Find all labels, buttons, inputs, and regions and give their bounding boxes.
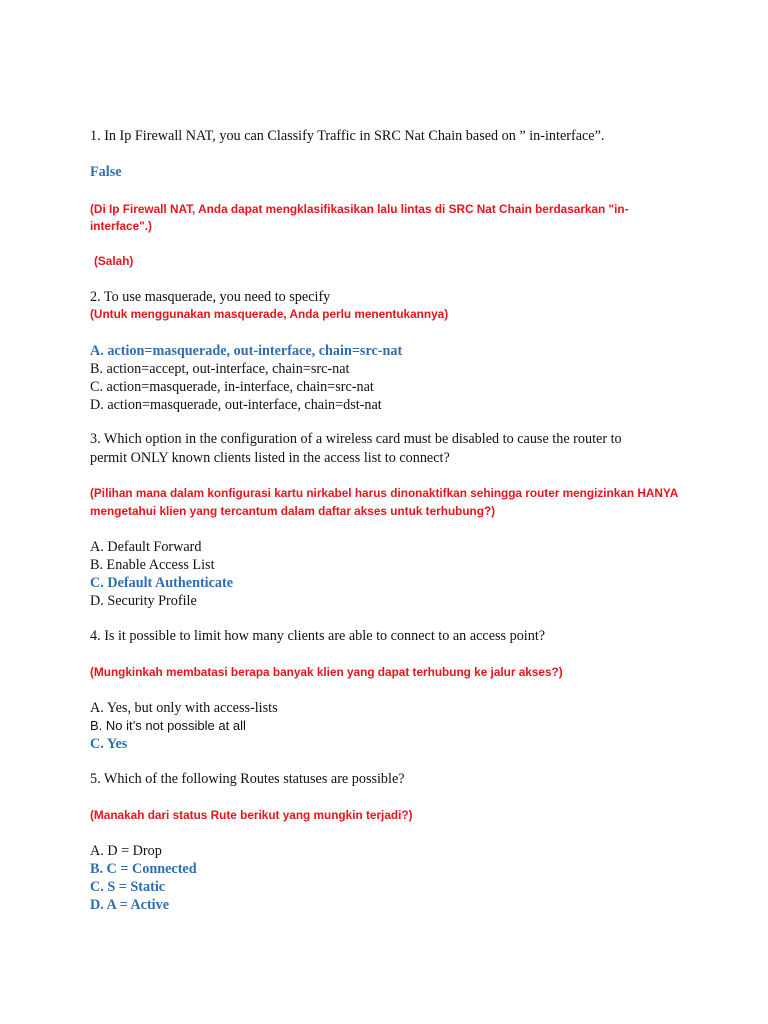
- question-2-option-b: B. action=accept, out-interface, chain=src-nat: [90, 361, 350, 377]
- question-3-option-a: A. Default Forward: [90, 539, 202, 555]
- question-4-text: 4. Is it possible to limit how many clients are able to connect to an access point?: [90, 628, 546, 644]
- question-5-option-a: A. D = Drop: [90, 843, 162, 859]
- question-1-answer: False: [90, 164, 122, 180]
- question-3-translation-line-1: (Pilihan mana dalam konfigurasi kartu nirkabel harus dinonaktifkan sehingga router mengizinkan HANYA: [90, 486, 679, 500]
- question-4-translation: (Mungkinkah membatasi berapa banyak klien yang dapat terhubung ke jalur akses?): [90, 665, 563, 679]
- question-2-option-d: D. action=masquerade, out-interface, chain=dst-nat: [90, 397, 382, 413]
- question-2-option-a: A. action=masquerade, out-interface, chain=src-nat: [90, 343, 403, 359]
- question-5-option-b: B. C = Connected: [90, 861, 197, 877]
- question-5-option-d: D. A = Active: [90, 897, 170, 913]
- question-2-option-c: C. action=masquerade, in-interface, chain=src-nat: [90, 379, 374, 395]
- question-2-text: 2. To use masquerade, you need to specify: [90, 289, 331, 305]
- question-3-text-line-2: permit ONLY known clients listed in the access list to connect?: [90, 450, 450, 466]
- question-5-translation: (Manakah dari status Rute berikut yang mungkin terjadi?): [90, 808, 413, 822]
- question-5-option-c: C. S = Static: [90, 879, 166, 895]
- question-1-translation-line-1: (Di Ip Firewall NAT, Anda dapat mengklasifikasikan lalu lintas di SRC Nat Chain berdasarkan "in-: [90, 202, 629, 216]
- question-4-option-b: B. No it’s not possible at all: [90, 718, 246, 733]
- question-1-translation-line-2: interface".): [90, 219, 152, 233]
- question-1-text: 1. In Ip Firewall NAT, you can Classify Traffic in SRC Nat Chain based on ” in-interface”.: [90, 128, 605, 144]
- question-3-text-line-1: 3. Which option in the configuration of a wireless card must be disabled to cause the router to: [90, 431, 622, 447]
- question-3-translation-line-2: mengetahui klien yang tercantum dalam daftar akses untuk terhubung?): [90, 504, 496, 518]
- question-5-text: 5. Which of the following Routes statuses are possible?: [90, 771, 405, 787]
- question-4-option-a: A. Yes, but only with access-lists: [90, 700, 278, 716]
- question-4-option-c: C. Yes: [90, 736, 128, 752]
- question-3-option-b: B. Enable Access List: [90, 557, 215, 573]
- question-3-option-d: D. Security Profile: [90, 593, 197, 609]
- question-1-translation-answer: (Salah): [94, 254, 134, 268]
- question-2-translation: (Untuk menggunakan masquerade, Anda perlu menentukannya): [90, 307, 449, 321]
- question-3-option-c: C. Default Authenticate: [90, 575, 234, 591]
